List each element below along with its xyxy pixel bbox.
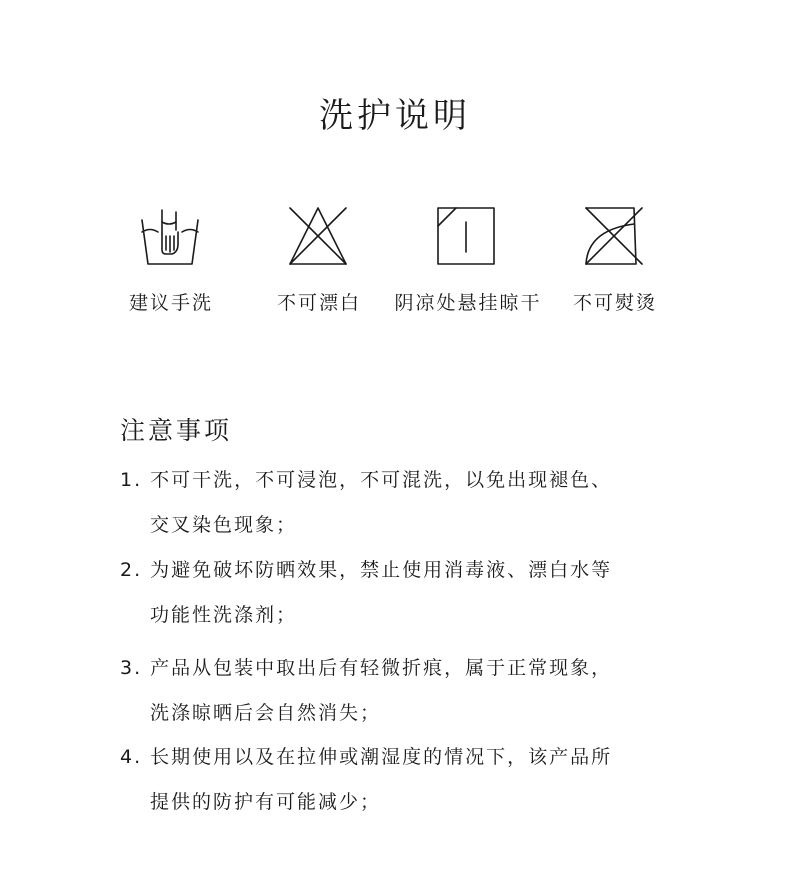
hand-wash-label: 建议手洗 — [128, 292, 213, 314]
line-dry-label: 阴凉处悬挂晾干 — [394, 292, 542, 314]
note-item — [120, 743, 680, 833]
note-item — [120, 466, 680, 556]
hand-wash-icon — [140, 206, 200, 266]
notes-heading: 注意事项 — [120, 416, 233, 445]
do-not-bleach-label: 不可漂白 — [276, 292, 361, 314]
note-line: 1. 不可干洗，不可浸泡，不可混洗，以免出现褪色、 — [120, 469, 613, 491]
do-not-bleach-icon — [288, 206, 348, 266]
note-item — [120, 654, 680, 744]
page-title: 洗护说明 — [319, 96, 471, 136]
do-not-iron-icon — [584, 206, 644, 266]
note-line: 洗涤晾晒后会自然消失； — [150, 702, 382, 724]
do-not-iron-label: 不可熨烫 — [572, 292, 657, 314]
note-item — [120, 556, 680, 646]
note-line: 提供的防护有可能减少； — [150, 791, 382, 813]
note-line: 2. 为避免破坏防晒效果，禁止使用消毒液、漂白水等 — [120, 559, 613, 581]
note-line: 功能性洗涤剂； — [150, 604, 298, 626]
line-dry-in-shade-icon — [436, 206, 496, 266]
note-line: 交叉染色现象； — [150, 514, 298, 536]
note-line: 4. 长期使用以及在拉伸或潮湿度的情况下，该产品所 — [120, 746, 613, 768]
note-line: 3. 产品从包装中取出后有轻微折痕，属于正常现象， — [120, 657, 613, 679]
